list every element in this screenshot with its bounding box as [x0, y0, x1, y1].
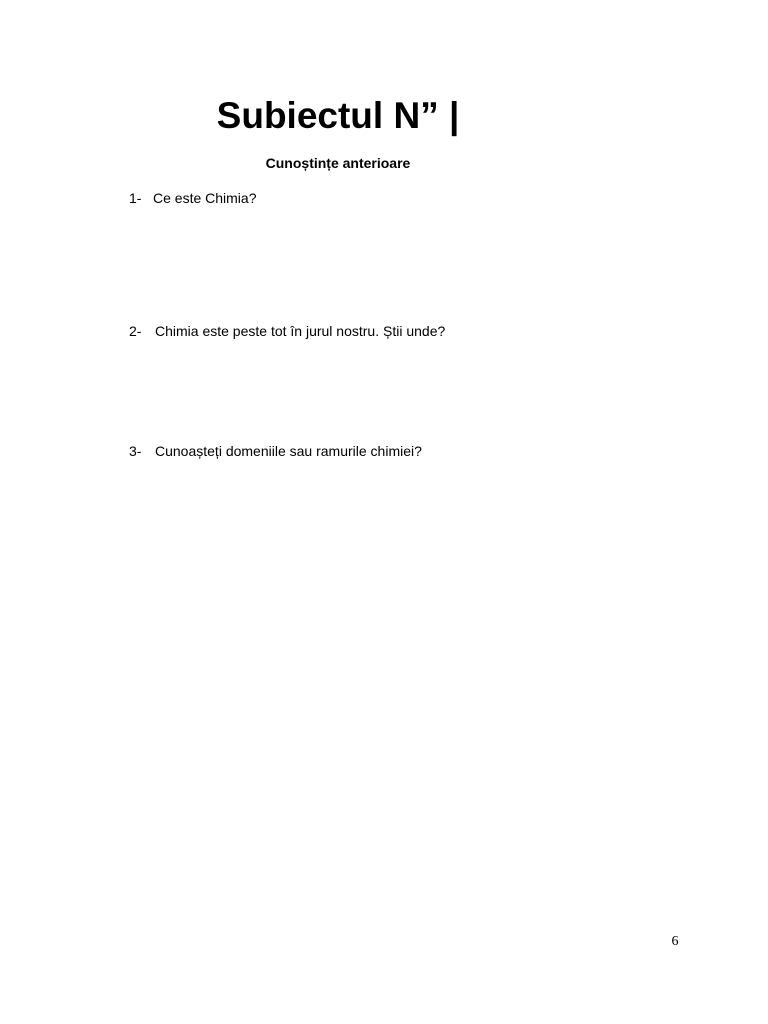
question-number: 2- — [129, 323, 142, 339]
page-title: Subiectul N” | — [216, 95, 460, 136]
section-subtitle: Cunoștințe anterioare — [265, 155, 411, 171]
question-item-3 — [129, 442, 422, 460]
question-item-1 — [129, 189, 257, 207]
page-number: 6 — [671, 934, 679, 949]
question-item-2 — [129, 322, 445, 340]
question-text: Chimia este peste tot în jurul nostru. Știi unde? — [155, 323, 446, 339]
question-number: 3- — [129, 443, 142, 459]
question-number: 1- — [129, 190, 142, 206]
question-text: Cunoașteți domeniile sau ramurile chimiei? — [155, 443, 422, 459]
question-text: Ce este Chimia? — [153, 190, 257, 206]
